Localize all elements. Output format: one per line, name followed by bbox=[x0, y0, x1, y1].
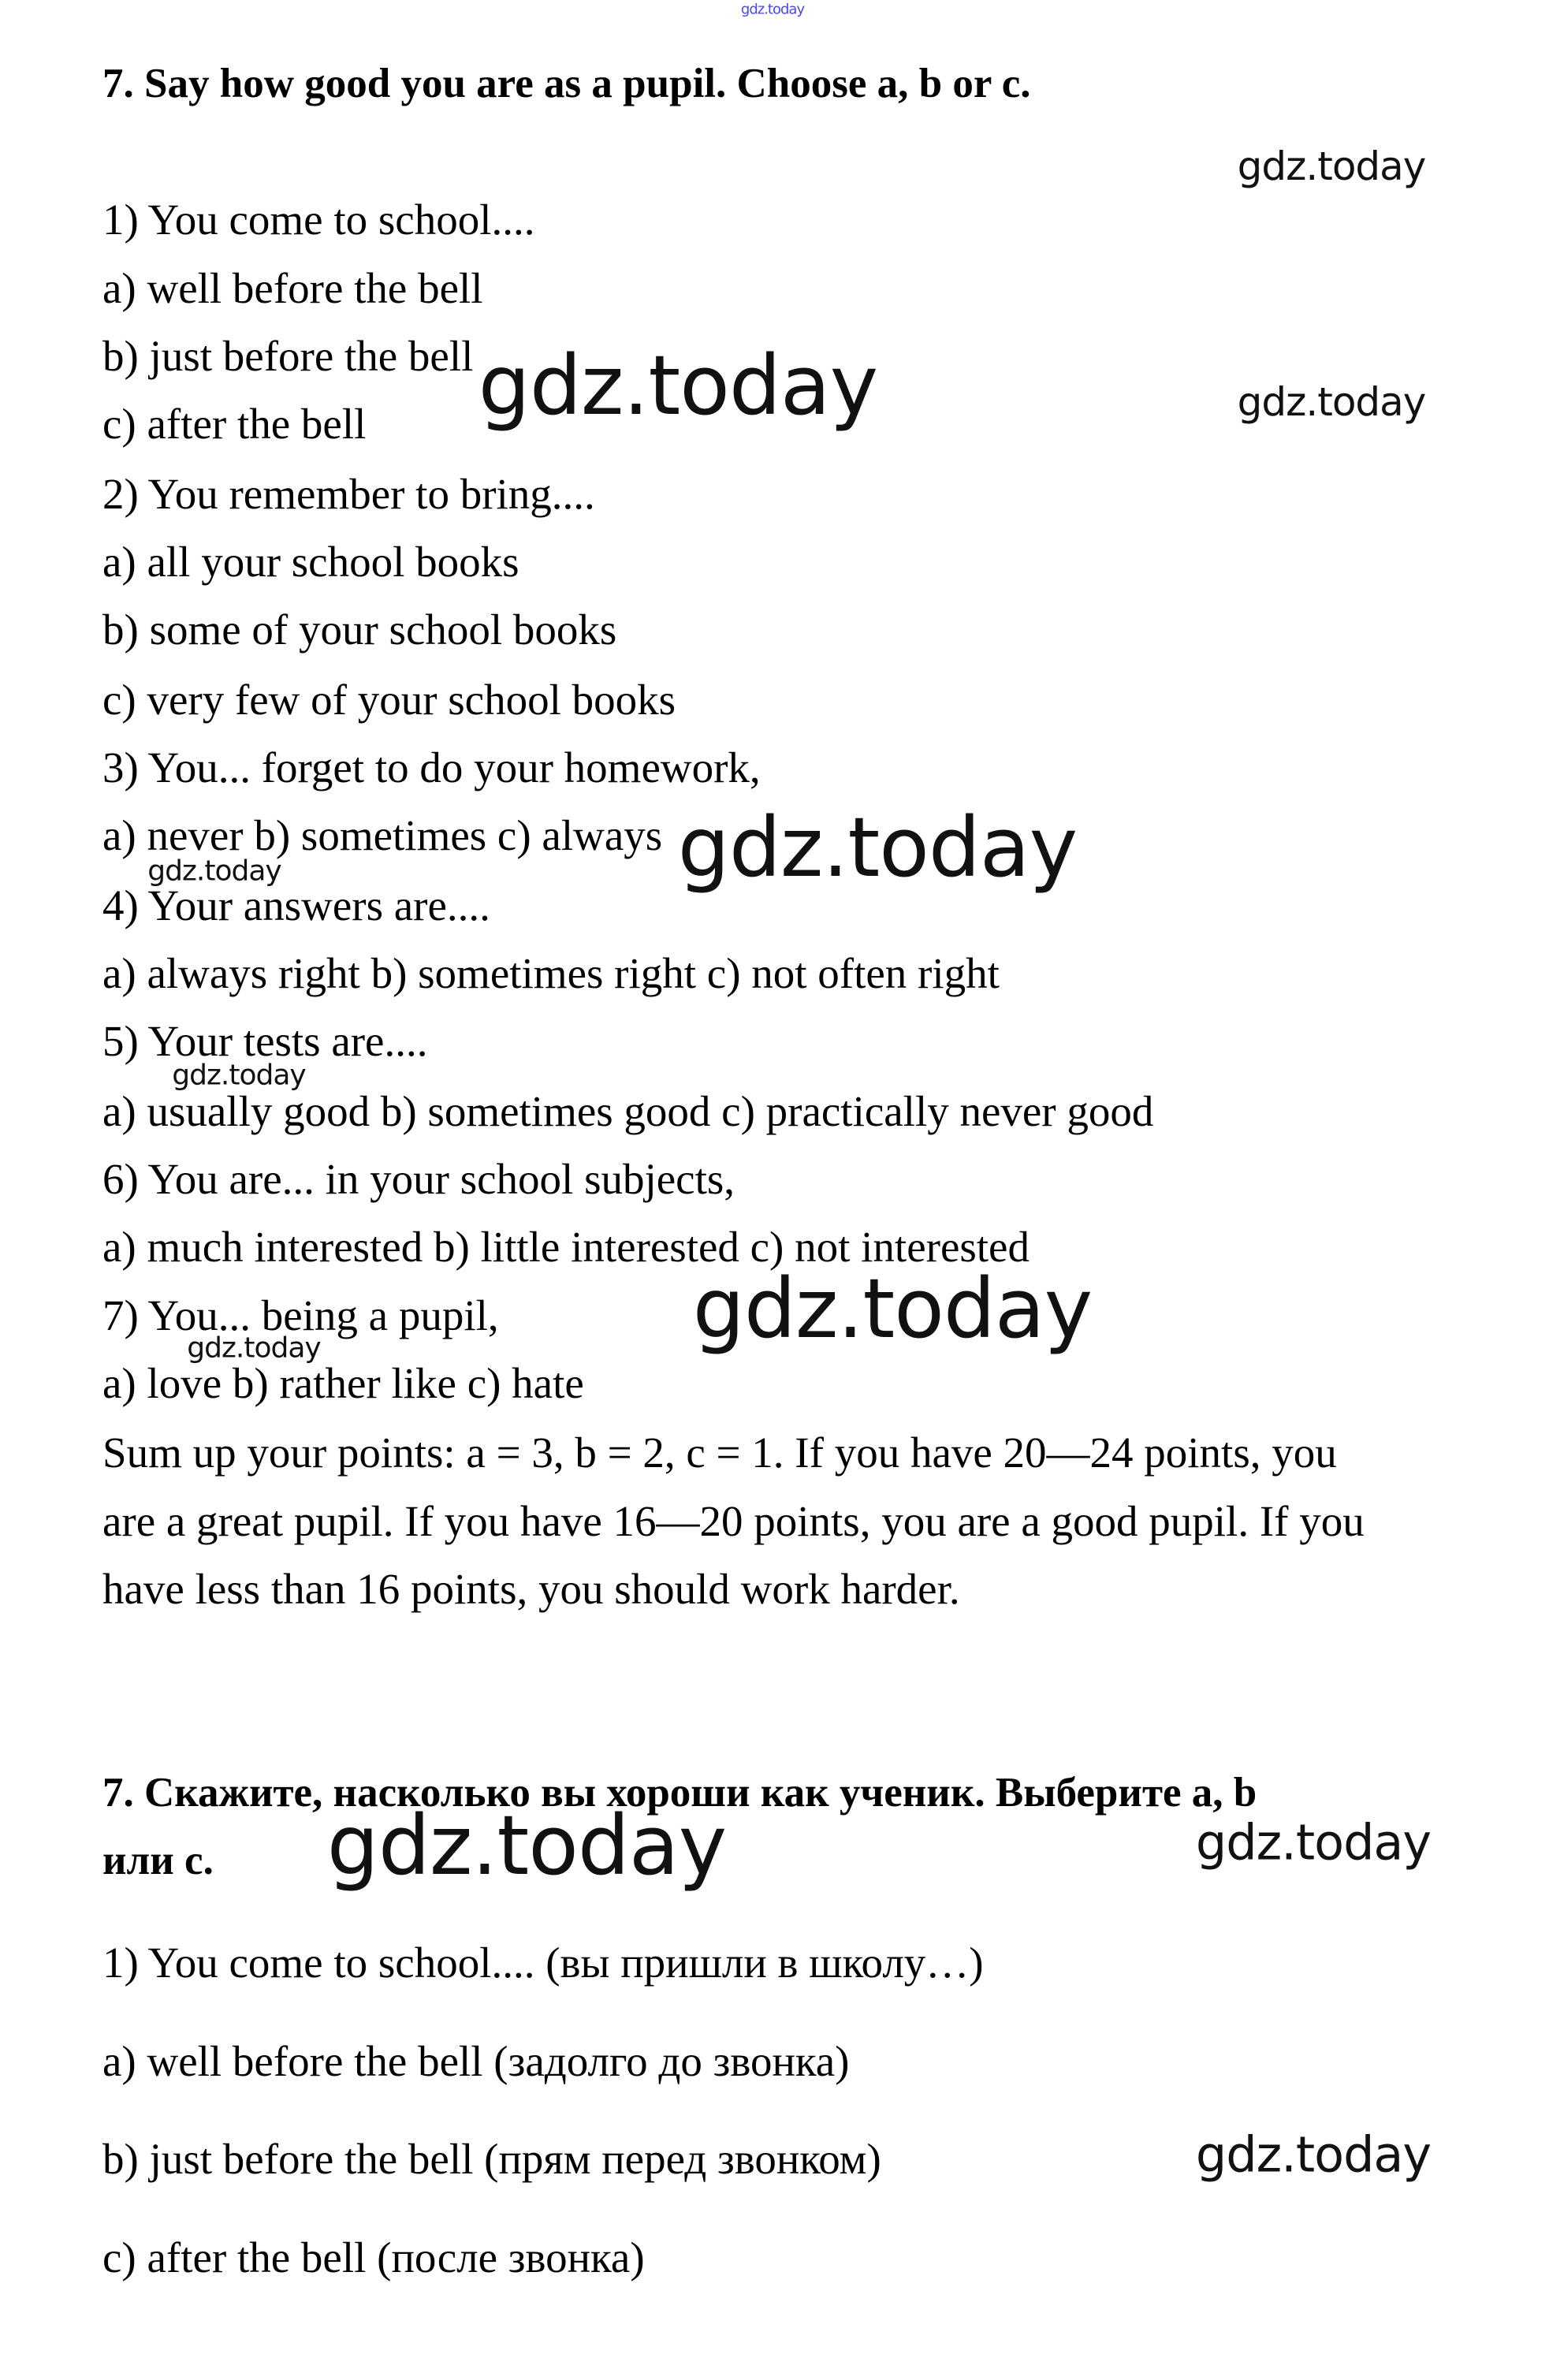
text-line: are a great pupil. If you have 16—20 points, you are a good pupil. If you bbox=[102, 1497, 1365, 1545]
text-line: c) very few of your school books bbox=[102, 676, 676, 724]
watermark: gdz.today bbox=[172, 1059, 306, 1092]
watermark: gdz.today bbox=[187, 1332, 321, 1365]
text-line: a) usually good b) sometimes good c) practically never good bbox=[102, 1087, 1154, 1135]
text-line: b) some of your school books bbox=[102, 605, 617, 654]
text-line: 7) You... being a pupil, bbox=[102, 1291, 499, 1339]
watermark: gdz.today bbox=[677, 799, 1078, 896]
text-line: a) never b) sometimes c) always bbox=[102, 811, 663, 859]
translation-title-line1: 7. Скажите, насколько вы хороши как ученик. Выберите a, b bbox=[102, 1770, 1257, 1816]
watermark: gdz.today bbox=[692, 1261, 1093, 1357]
text-line: have less than 16 points, you should work harder. bbox=[102, 1565, 960, 1613]
watermark: gdz.today bbox=[1195, 1813, 1432, 1872]
text-line: 5) Your tests are.... bbox=[102, 1017, 428, 1065]
text-line: Sum up your points: a = 3, b = 2, c = 1. If you have 20—24 points, you bbox=[102, 1428, 1337, 1477]
text-line: 3) You... forget to do your homework, bbox=[102, 743, 761, 791]
text-line: 1) You come to school.... bbox=[102, 196, 535, 244]
text-line: a) much interested b) little interested c) not interested bbox=[102, 1223, 1030, 1271]
text-line: b) just before the bell bbox=[102, 332, 474, 380]
watermark: gdz.today bbox=[1195, 2125, 1432, 2184]
translation-line: b) just before the bell (прям перед звонком) bbox=[102, 2135, 881, 2183]
watermark: gdz.today bbox=[740, 1, 805, 18]
text-line: a) love b) rather like c) hate bbox=[102, 1359, 584, 1407]
watermark: gdz.today bbox=[147, 855, 281, 888]
text-line: 4) Your answers are.... bbox=[102, 881, 490, 929]
translation-line: c) after the bell (после звонка) bbox=[102, 2233, 645, 2281]
translation-line: a) well before the bell (задолго до звонка) bbox=[102, 2037, 850, 2085]
watermark: gdz.today bbox=[1237, 379, 1426, 425]
text-line: 2) You remember to bring.... bbox=[102, 470, 595, 518]
translation-line: 1) You come to school.... (вы пришли в школу…) bbox=[102, 1939, 984, 1987]
exercise-title: 7. Say how good you are as a pupil. Choose a, b or c. bbox=[102, 61, 1031, 106]
text-line: c) after the bell bbox=[102, 400, 367, 448]
text-line: 6) You are... in your school subjects, bbox=[102, 1155, 735, 1203]
text-line: a) well before the bell bbox=[102, 264, 483, 312]
translation-title-line2: или c. bbox=[102, 1838, 214, 1883]
watermark: gdz.today bbox=[1237, 143, 1426, 189]
watermark: gdz.today bbox=[326, 1797, 727, 1894]
text-line: a) always right b) sometimes right c) not often right bbox=[102, 949, 1000, 997]
text-line: a) all your school books bbox=[102, 538, 519, 586]
watermark: gdz.today bbox=[478, 337, 878, 434]
